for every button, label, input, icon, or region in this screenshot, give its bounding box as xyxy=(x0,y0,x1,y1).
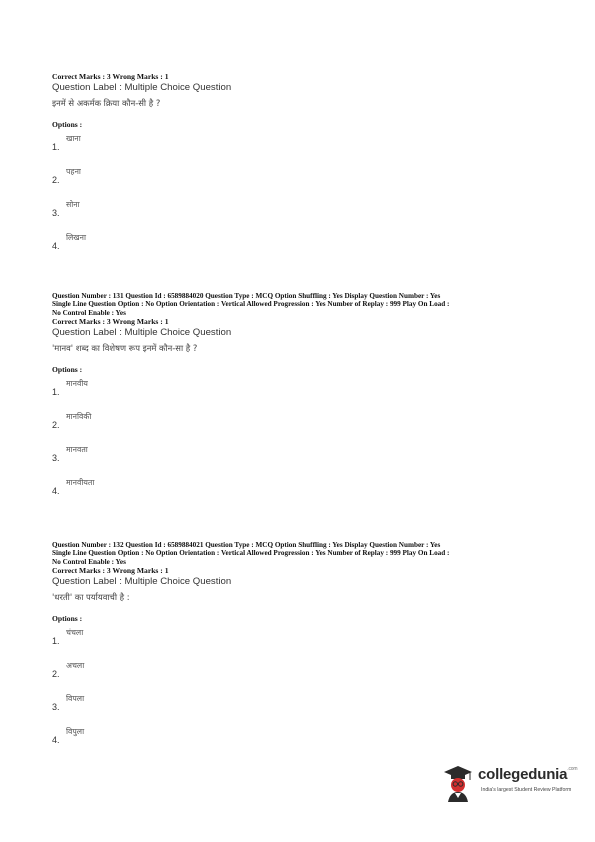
option-item xyxy=(52,474,552,507)
option-text: लिखना xyxy=(66,233,87,242)
option-item xyxy=(52,375,552,408)
option-number: 1. xyxy=(52,387,60,398)
logo-tagline: India's largest Student Review Platform xyxy=(481,787,572,793)
option-number: 4. xyxy=(52,241,60,251)
option-item xyxy=(52,130,552,163)
question-text: इनमें से अकर्मक क्रिया कौन-सी है ? xyxy=(52,98,161,108)
options-title: Options : xyxy=(52,120,83,129)
logo-tld: .com xyxy=(567,766,578,772)
option-text: मानवता xyxy=(66,445,88,455)
question-text: 'मानव' शब्द का विशेषण रूप इनमें कौन-सा है ? xyxy=(52,343,198,354)
option-text: अचला xyxy=(66,661,85,671)
meta-line: Single Line Question Option : No Option Orientation : Vertical Allowed Progression : Yes Number of Replay : 999 Play On Load : xyxy=(52,549,450,558)
option-item xyxy=(52,229,552,262)
marks-line: Correct Marks : 3 Wrong Marks : 1 xyxy=(52,72,169,81)
option-number: 2. xyxy=(52,175,60,185)
question-label: Question Label : Multiple Choice Question xyxy=(52,82,232,93)
option-text: मानवीय xyxy=(66,379,88,389)
option-item xyxy=(52,408,552,441)
option-item xyxy=(52,163,552,196)
option-text: विपला xyxy=(66,694,85,704)
option-text: चंचला xyxy=(66,628,84,638)
option-text: खाना xyxy=(66,134,81,143)
option-number: 3. xyxy=(52,702,60,713)
option-item xyxy=(52,657,552,690)
option-item xyxy=(52,441,552,474)
option-number: 3. xyxy=(52,208,60,218)
marks-line: Correct Marks : 3 Wrong Marks : 1 xyxy=(52,566,169,576)
option-text: सोना xyxy=(66,200,80,209)
option-item xyxy=(52,196,552,229)
question-text: 'धरती' का पर्यायवाची है : xyxy=(52,592,130,603)
option-text: मानविकी xyxy=(66,412,92,422)
options-title: Options : xyxy=(52,365,83,375)
marks-line: Correct Marks : 3 Wrong Marks : 1 xyxy=(52,317,169,327)
option-number: 4. xyxy=(52,735,60,746)
collegedunia-logo xyxy=(440,764,580,804)
option-number: 1. xyxy=(52,636,60,647)
question-block xyxy=(52,72,552,262)
question-label: Question Label : Multiple Choice Question xyxy=(52,576,232,588)
question-meta xyxy=(52,292,552,317)
meta-line: Single Line Question Option : No Option Orientation : Vertical Allowed Progression : Yes Number of Replay : 999 Play On Load : xyxy=(52,300,450,309)
option-number: 2. xyxy=(52,669,60,680)
option-number: 2. xyxy=(52,420,60,431)
option-number: 4. xyxy=(52,486,60,497)
option-item xyxy=(52,690,552,723)
option-text: मानवीयता xyxy=(66,478,95,488)
option-item xyxy=(52,624,552,657)
options-title: Options : xyxy=(52,614,83,624)
logo-brand: collegedunia$^{.com}$ xyxy=(478,766,578,783)
option-number: 3. xyxy=(52,453,60,464)
option-item xyxy=(52,723,552,756)
option-text: विपुला xyxy=(66,727,85,737)
meta-line: No Control Enable : Yes xyxy=(52,308,126,317)
meta-line: Question Number : 131 Question Id : 6589884020 Question Type : MCQ Option Shuffling : Yes Display Question Number : Yes xyxy=(52,292,441,300)
question-meta xyxy=(52,541,552,566)
question-label: Question Label : Multiple Choice Question xyxy=(52,327,232,339)
option-text: पहना xyxy=(66,167,81,176)
graduate-mascot-icon xyxy=(440,764,476,804)
option-number: 1. xyxy=(52,142,60,152)
meta-line: Question Number : 132 Question Id : 6589884021 Question Type : MCQ Option Shuffling : Yes Display Question Number : Yes xyxy=(52,541,441,549)
meta-line: No Control Enable : Yes xyxy=(52,557,126,566)
question-block xyxy=(52,292,552,507)
question-block xyxy=(52,541,552,756)
